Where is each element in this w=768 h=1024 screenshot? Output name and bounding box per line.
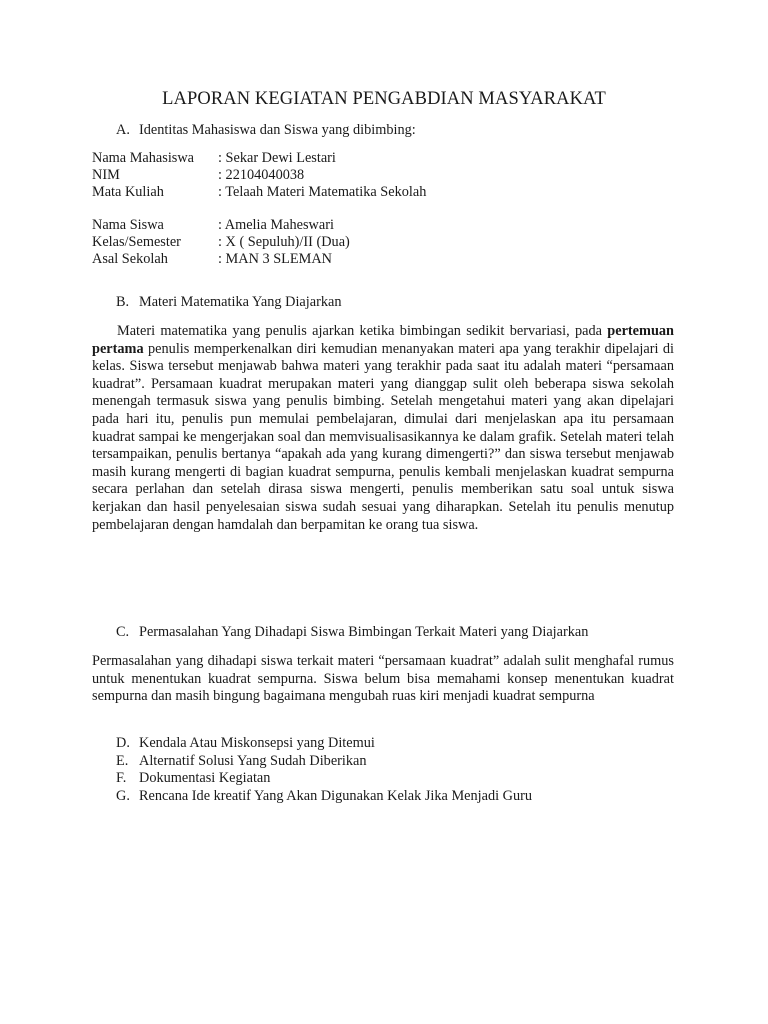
list-item — [116, 770, 532, 788]
section-a-title: Identitas Mahasiswa dan Siswa yang dibimbing: — [139, 122, 416, 138]
list-item-title: Alternatif Solusi Yang Sudah Diberikan — [139, 752, 367, 769]
list-item — [116, 735, 532, 753]
identity-row — [92, 184, 426, 201]
identity-label: Nama Siswa — [92, 217, 164, 233]
identity-label: Asal Sekolah — [92, 250, 168, 267]
identity-value: : Sekar Dewi Lestari — [218, 150, 336, 166]
list-item-letter: D. — [116, 735, 130, 751]
list-item-letter: E. — [116, 752, 129, 769]
section-b-title: Materi Matematika Yang Diajarkan — [139, 294, 342, 310]
identity-value: : Telaah Materi Matematika Sekolah — [218, 183, 427, 200]
section-a-letter: A. — [116, 122, 130, 138]
identity-label: Kelas/Semester — [92, 233, 181, 250]
list-item — [116, 788, 532, 806]
identity-row — [92, 167, 426, 184]
section-b-letter: B. — [116, 294, 130, 310]
paragraph-bold-text: pertemuan pertama — [92, 323, 674, 357]
identity-label: Mata Kuliah — [92, 183, 164, 200]
section-b-heading — [116, 294, 341, 312]
list-item-letter: G. — [116, 787, 130, 804]
document-title: LAPORAN KEGIATAN PENGABDIAN MASYARAKAT — [162, 89, 606, 109]
section-c-title: Permasalahan Yang Dihadapi Siswa Bimbingan Terkait Materi yang Diajarkan — [139, 624, 589, 640]
list-item — [116, 753, 532, 771]
list-item-title: Rencana Ide kreatif Yang Akan Digunakan Kelak Jika Menjadi Guru — [139, 787, 533, 804]
section-b-paragraph — [92, 323, 674, 534]
identity-value: : X ( Sepuluh)/II (Dua) — [218, 233, 350, 250]
paragraph-text-rest: penulis memperkenalkan diri kemudian menanyakan materi apa yang terakhir dipelajari di kelas. Siswa tersebut menjawab bahwa materi yang terakhir pada saat itu adalah materi “persamaan kuadrat”. Persamaan kuadrat merupakan materi yang dianggap sulit oleh beberapa siswa sekolah menengah termasuk siswa yang penulis bimbing. Setelah mengetahui materi yang akan dipelajari pada hari itu, penulis pun memulai pembelajaran, dimulai dari menjelaskan apa itu persamaan kuadrat sampai ke mengerjakan soal dan memvisualisasikannya ke dalam grafik. Setelah materi telah tersampaikan, penulis bertanya “apakah ada yang kurang dimengerti?” dan siswa tersebut menjawab masih kurang mengerti di bagian kuadrat sempurna, penulis kembali menjelaskan kuadrat sempurna secara perlahan dan setelah dirasa siswa mengerti, penulis memberikan satu soal untuk siswa kerjakan dan hasil penyelesaian siswa sudah sesuai yang diharapkan. Setelah itu penulis menutup pembelajaran dengan hamdalah dan berpamitan ke orang tua siswa. — [92, 340, 674, 533]
mentee-identity-table — [92, 217, 350, 267]
identity-row — [92, 234, 350, 251]
remaining-sections-list — [116, 735, 532, 805]
identity-row — [92, 150, 426, 167]
section-c-paragraph: Permasalahan yang dihadapi siswa terkait materi “persamaan kuadrat” adalah sulit menghafal rumus untuk menentukan kuadrat sempurna. Siswa belum bisa memahami konsep menentukan kuadrat sempurna dan masih bingung bagaimana mengubah ruas kiri menjadi kuadrat sempurna — [92, 653, 674, 705]
identity-value: : 22104040038 — [218, 166, 305, 183]
list-item-letter: F. — [116, 770, 127, 787]
identity-row — [92, 251, 350, 268]
section-a-heading — [116, 122, 416, 140]
list-item-title: Dokumentasi Kegiatan — [139, 770, 271, 787]
paragraph-text-start: Materi matematika yang penulis ajarkan ketika bimbingan sedikit bervariasi, pada — [117, 323, 608, 339]
identity-value: : MAN 3 SLEMAN — [218, 250, 332, 267]
identity-row — [92, 217, 350, 234]
identity-value: : Amelia Maheswari — [218, 217, 334, 233]
section-c-heading — [116, 624, 588, 642]
identity-label: Nama Mahasiswa — [92, 150, 195, 166]
section-c-letter: C. — [116, 624, 130, 640]
identity-label: NIM — [92, 166, 120, 183]
list-item-title: Kendala Atau Miskonsepsi yang Ditemui — [139, 735, 375, 751]
student-identity-table — [92, 150, 426, 200]
